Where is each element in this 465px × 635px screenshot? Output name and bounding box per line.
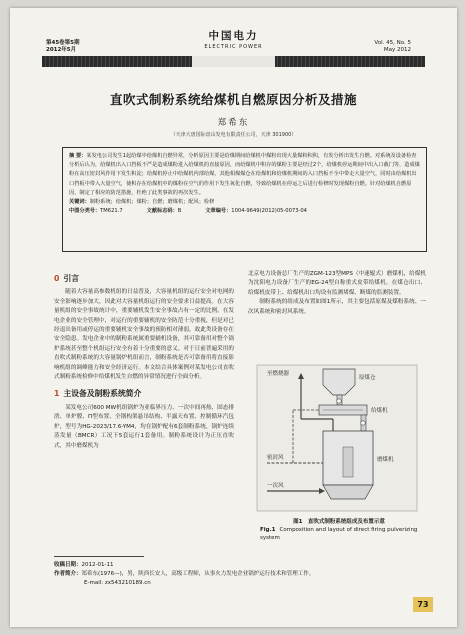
author-email: E-mail: zx543210189.cn	[84, 580, 151, 586]
caption-en	[250, 526, 428, 542]
journal-title-en: ELECTRIC POWER	[204, 44, 263, 50]
caption-en-number: Fig.1	[260, 527, 276, 533]
label-seal-air: 密封风	[267, 455, 284, 461]
label-feeder: 给煤机	[371, 408, 388, 414]
outlet-damper	[361, 421, 365, 425]
volume-cn: 第45卷第5期	[46, 40, 80, 46]
received-date	[54, 561, 434, 570]
footnote	[54, 561, 434, 588]
keywords-label: 关键词：	[69, 199, 90, 206]
footnote-rule	[54, 556, 144, 557]
section-0-number: 0	[54, 274, 60, 283]
section-0-heading	[54, 274, 234, 283]
bio-text: 郑希东(1976—)，男，陕西长安人，高级工程师，从事火力发电企业锅炉运行技术和管理工作。	[81, 571, 315, 577]
abstract-text: 某发电公司发生1起给煤中给煤机自燃异常，分析原因主要是给煤期间给煤机中煤粉出现大量煤粉积积，有发分析出发生自燃。对系统及设备检查分析后认为，给煤机出入口挡板不严是造成煤粉进入给煤机的直接原因，而给煤机中积存的煤粉主要是经过2个，给煤机停运期间中出入口截门等，造成煤粉在高压密封风作用下发生积淀；给煤机停止中给煤机内部给煤，其他相煤煤仓在给煤机和给煤机期间的入口挡板不全中带走大量空气，同时由给煤机出口挡板中带入大量空气，使积存在给煤机中的煤粉在空气的作用下发生氧化自燃，导致给煤机在停运之后进行检修时发现煤粉自燃。针对给煤机自燃原因，制定了相应的防范措施，杜绝了此类事故的再次发生。	[69, 153, 420, 196]
doc-code-label: 文献标志码：	[146, 208, 178, 215]
label-mill: 磨煤机	[377, 457, 394, 463]
date-cn: 2012年5月	[46, 47, 77, 53]
section-0-title: 引言	[63, 274, 80, 283]
doc-code-value: B	[177, 208, 182, 215]
article-author: 郑希东	[217, 118, 250, 128]
header-band	[42, 56, 425, 67]
label-to-burner: 至燃烧器	[267, 371, 290, 377]
received-value: 2012-01-11	[81, 562, 114, 568]
right-paragraph-2: 制粉系统的组成及布置如图1所示，其主要包括原煤及煤粉系统、一次风系统和密封风系统。	[248, 299, 426, 315]
label-bunker: 原煤仓	[359, 375, 376, 381]
clc-value: TM621.7	[100, 208, 123, 215]
mill-base	[323, 485, 373, 499]
section-1-title: 主设备及制粉系统简介	[63, 389, 142, 399]
header-band-gap	[192, 56, 275, 67]
system-diagram	[253, 363, 421, 513]
right-paragraph-1: 北京电力设备总厂生产的ZGM-123型MPS（中速辊式）磨煤机，给煤机为沈阳电力设备厂生产的EG-24型自称重式皮带给煤机。在煤仓出口、给煤机皮带上、给煤机出口均设有监测堵煤、断煤的监测装置。	[248, 271, 426, 296]
figure-1	[253, 363, 421, 513]
section-1-paragraph: 某发电公司600 MW机组锅炉为亚临界压力、一次中间再热、固态排渣、单炉膛、Π型布置、全钢构架悬吊结构、半露天布置、控制循环汽包炉，型号为HG-2023/17.6-YM4，均在锅炉配有6套制粉系统，锅炉连续蒸发量（BMCR）工况下5套运行1套备用。制粉系统设计为正压直吹式，其中磨煤机为	[54, 404, 234, 449]
inlet-damper	[337, 399, 341, 403]
abstract-box	[62, 147, 427, 252]
article-id-label: 文章编号：	[205, 208, 232, 215]
keywords	[69, 198, 420, 207]
abstract-meta	[69, 207, 420, 216]
header-right	[374, 40, 411, 54]
volume-en: Vol. 45, No. 5	[374, 40, 411, 46]
right-column	[248, 270, 426, 317]
author-bio	[54, 570, 434, 579]
figure-caption	[250, 518, 428, 542]
keywords-text: 制粉系统；给煤机；煤粉；自燃；磨煤机；配风；检修	[89, 199, 215, 206]
mill-shaft	[343, 447, 353, 477]
article-title: 直吹式制粉系统给煤机自燃原因分析及措施	[109, 92, 357, 107]
clc-label: 中图分类号：	[69, 208, 101, 215]
section-1-heading	[54, 389, 234, 398]
section-0-paragraph: 随着大容量高参数机组的日益普及，大容量机组的运行安全对电网的安全影响逐步加大，因此对大容量机组运行的安全要求日益提高。在大容量机组的安全事故统计中，重要辅机发生安全事故占有一定的比例。在发电企业的安全管理中，对运行的重要辅机的安全防范十分重视，但是对已经退出备用或停运的重要辅机安全事故的预防相对薄弱，故此类设备存在安全隐患。发电企业中的制粉系统属重要辅机设备，其可靠备用对整个锅炉系统甚至整个机组运行安全有着十分重要的意义。对于日前普遍采用的直吹式制粉系统的大容量锅炉机组而言，制粉系统是否可靠备用将直接影响机组的调峰能力和安全经济运行。本文结合具体案例对某发电公司直吹式制粉系统检修中给煤机发生自燃的异常情况进行全面分析。	[54, 289, 234, 381]
label-primary-air: 一次风	[267, 483, 284, 489]
left-column	[54, 270, 234, 451]
journal-page	[10, 8, 457, 627]
abstract-label: 摘 要：	[69, 153, 87, 159]
page-number: 73	[413, 597, 433, 612]
caption-en-text: Composition and layout of direct firing pulverizing system	[260, 527, 418, 541]
section-1-number: 1	[54, 389, 60, 399]
abstract	[69, 152, 420, 198]
received-label: 收稿日期：	[54, 562, 82, 568]
caption-cn: 图1 直吹式制粉系统组成及布置示意	[293, 519, 385, 525]
article-id-value: 1004-9649(2012)05-0073-04	[231, 208, 307, 215]
bio-label: 作者简介：	[54, 571, 82, 577]
date-en: May 2012	[383, 47, 411, 53]
journal-title: 中国电力	[208, 30, 259, 42]
article-affiliation: （天津大唐国际盘山发电有限责任公司，天津 301900）	[170, 132, 297, 138]
